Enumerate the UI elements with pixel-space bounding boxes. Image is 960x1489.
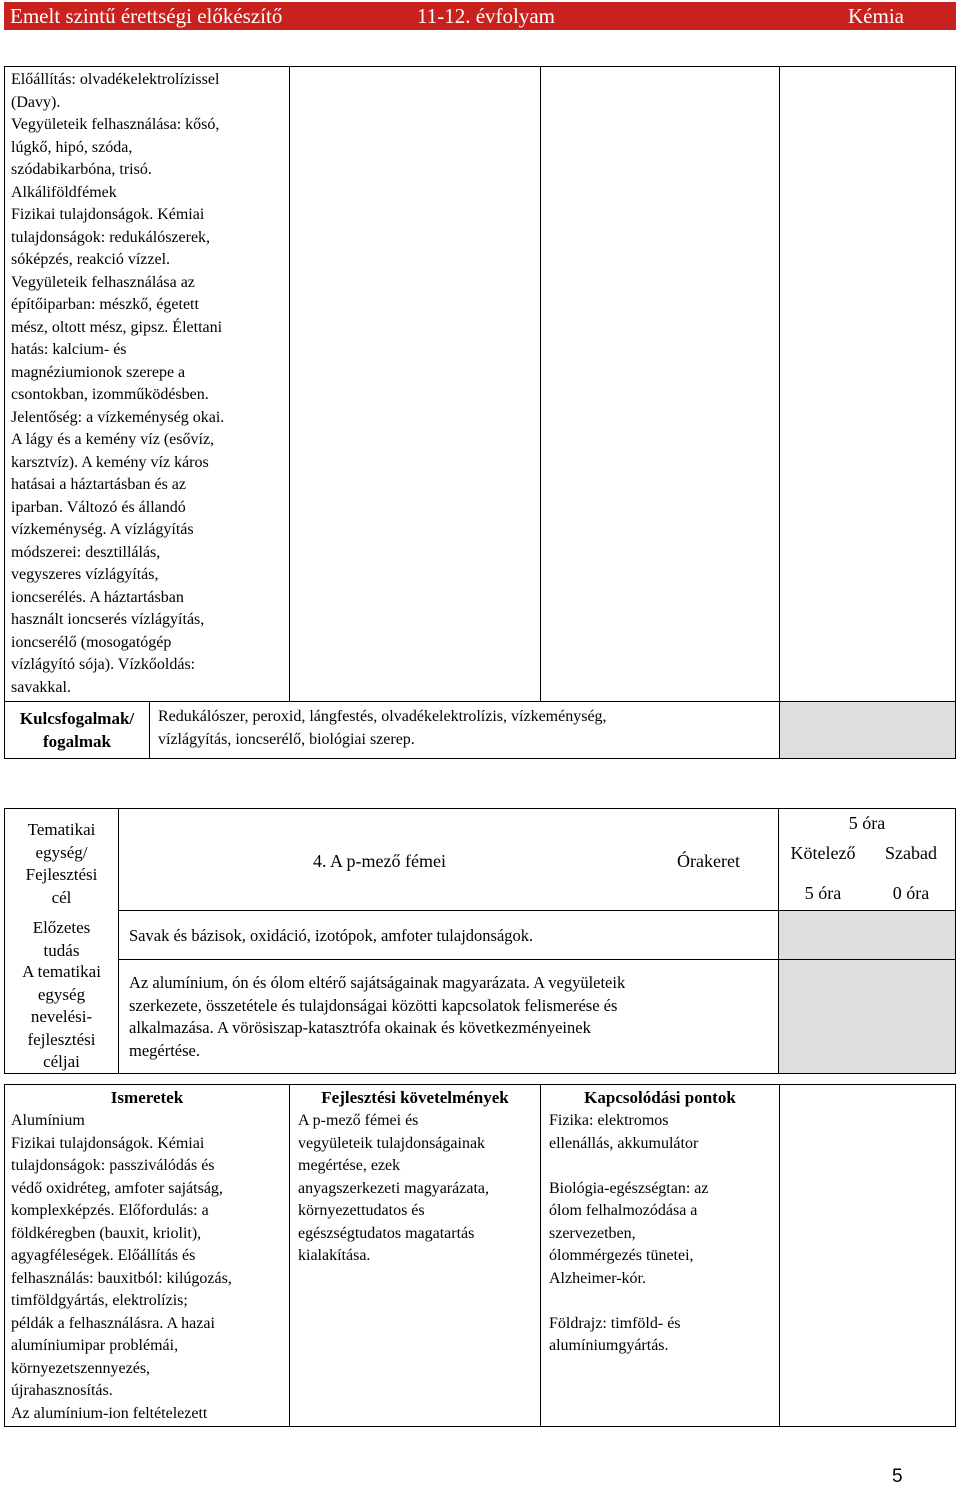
notes-cell bbox=[779, 66, 956, 702]
content-cell bbox=[4, 66, 290, 702]
topic-title: 4. A p-mező fémei bbox=[313, 851, 446, 871]
notes-column bbox=[779, 1084, 956, 1427]
header-subject: Kémia bbox=[848, 4, 904, 28]
connections-text: Fizika: elektromos ellenállás, akkumulátor Biológia-egészségtan: az ólom felhalmozódása a szervezetben, ólommérgezés tünetei, Alzheimer-kór. Földrajz: timföld- és alumíniumgyártás. bbox=[549, 1112, 709, 1354]
mandatory-hours: 5 óra bbox=[804, 883, 842, 903]
key-concepts-label-cell bbox=[4, 701, 150, 759]
topic-title-cell bbox=[118, 808, 779, 911]
connections-header: Kapcsolódási pontok bbox=[584, 1088, 736, 1107]
key-concepts-cell bbox=[149, 701, 780, 759]
prior-knowledge-grey-cell bbox=[778, 910, 956, 960]
goals-cell bbox=[118, 959, 779, 1074]
content-text: Előállítás: olvadékelektrolízissel (Davy). Vegyületeik felhasználása: kősó, lúgkő, hipó, szóda, szódabikarbóna, trisó. Alkáliföldfémek Fizikai tulajdonságok. Kémiai tulajdonságok: redukálószerek, sóképzés, reakció vízzel. Vegyületeik felhasználása az építőiparban: mészkő, égetett mész, oltott mész, gipsz. Élettani hatás: kalcium- és magnéziumionok szerepe a csontokban, izomműködésben. Jelentőség: a vízkeménység okai. A lágy és a kemény víz (esővíz, karsztvíz). A kemény víz káros hatásai a háztartásban és az iparban. Változó és állandó vízkeménység. A vízlágyítás módszerei: desztillálás, vegyszeres vízlágyítás, ioncserélés. A háztartásban használt ioncserés vízlágyítás, ioncserélő (mosogatógép vízlágyító sója). Vízkőoldás: savakkal. bbox=[11, 71, 225, 696]
time-frame-label: Órakeret bbox=[677, 851, 740, 871]
key-concepts-text: Redukálószer, peroxid, lángfestés, olvadékelektrolízis, vízkeménység, vízlágyítás, ioncserélő, biológiai szerep. bbox=[158, 708, 607, 748]
goals-text: Az alumínium, ón és ólom eltérő sajátságainak magyarázata. A vegyületeik szerkezete, összetétele és tulajdonságai közötti kapcsolatok felismerése és alkalmazása. A vörösiszap-katasztrófa okainak és következményeinek megértése. bbox=[129, 973, 626, 1060]
connections-column bbox=[540, 1084, 780, 1427]
knowledge-text: Alumínium Fizikai tulajdonságok. Kémiai tulajdonságok: passziválódás és védő oxidréteg, amfoter sajátság, komplexképzés. Előfordulás: a földkéregben (bauxit, kriolit), agyagféleségek. Előállítás és felhasználás: bauxitból: kilúgozás, timföldgyártás, elektrolízis; példák a felhasználásra. A hazai alumíniumipar problémái, környezetszennyezés, újrahasznosítás. Az alumínium-ion feltételezett bbox=[11, 1112, 232, 1422]
knowledge-header: Ismeretek bbox=[110, 1088, 184, 1107]
key-concepts-label: Kulcsfogalmak/ fogalmak bbox=[19, 709, 135, 751]
requirements-cell bbox=[289, 66, 541, 702]
hours-total: 5 óra bbox=[848, 813, 886, 833]
document-header bbox=[4, 2, 956, 30]
prior-knowledge-text: Savak és bázisok, oxidáció, izotópok, amfoter tulajdonságok. bbox=[129, 926, 534, 945]
links-cell bbox=[540, 66, 780, 702]
label-column bbox=[4, 808, 119, 1074]
free-label: Szabad bbox=[885, 843, 937, 863]
header-grade: 11-12. évfolyam bbox=[417, 4, 556, 28]
hours-cell bbox=[778, 808, 956, 911]
prior-knowledge-label: Előzetes tudás bbox=[32, 918, 91, 960]
topic-label: Tematikai egység/ Fejlesztési cél bbox=[25, 820, 98, 907]
prior-knowledge-cell bbox=[118, 910, 779, 960]
requirements-text: A p-mező fémei és vegyületeik tulajdonságainak megértése, ezek anyagszerkezeti magyarázata, környezettudatos és egészségtudatos magatartás kialakítása. bbox=[298, 1112, 489, 1264]
requirements-column bbox=[289, 1084, 541, 1427]
goals-grey-cell bbox=[778, 959, 956, 1074]
knowledge-column bbox=[4, 1084, 290, 1427]
mandatory-label: Kötelező bbox=[790, 843, 856, 863]
header-course-title: Emelt szintű érettségi előkészítő bbox=[10, 4, 283, 28]
goals-label: A tematikai egység nevelési- fejlesztési céljai bbox=[22, 962, 101, 1071]
page-number: 5 bbox=[892, 1466, 903, 1487]
free-hours: 0 óra bbox=[892, 883, 930, 903]
requirements-header: Fejlesztési követelmények bbox=[321, 1088, 509, 1107]
key-concepts-grey-cell bbox=[779, 701, 956, 759]
